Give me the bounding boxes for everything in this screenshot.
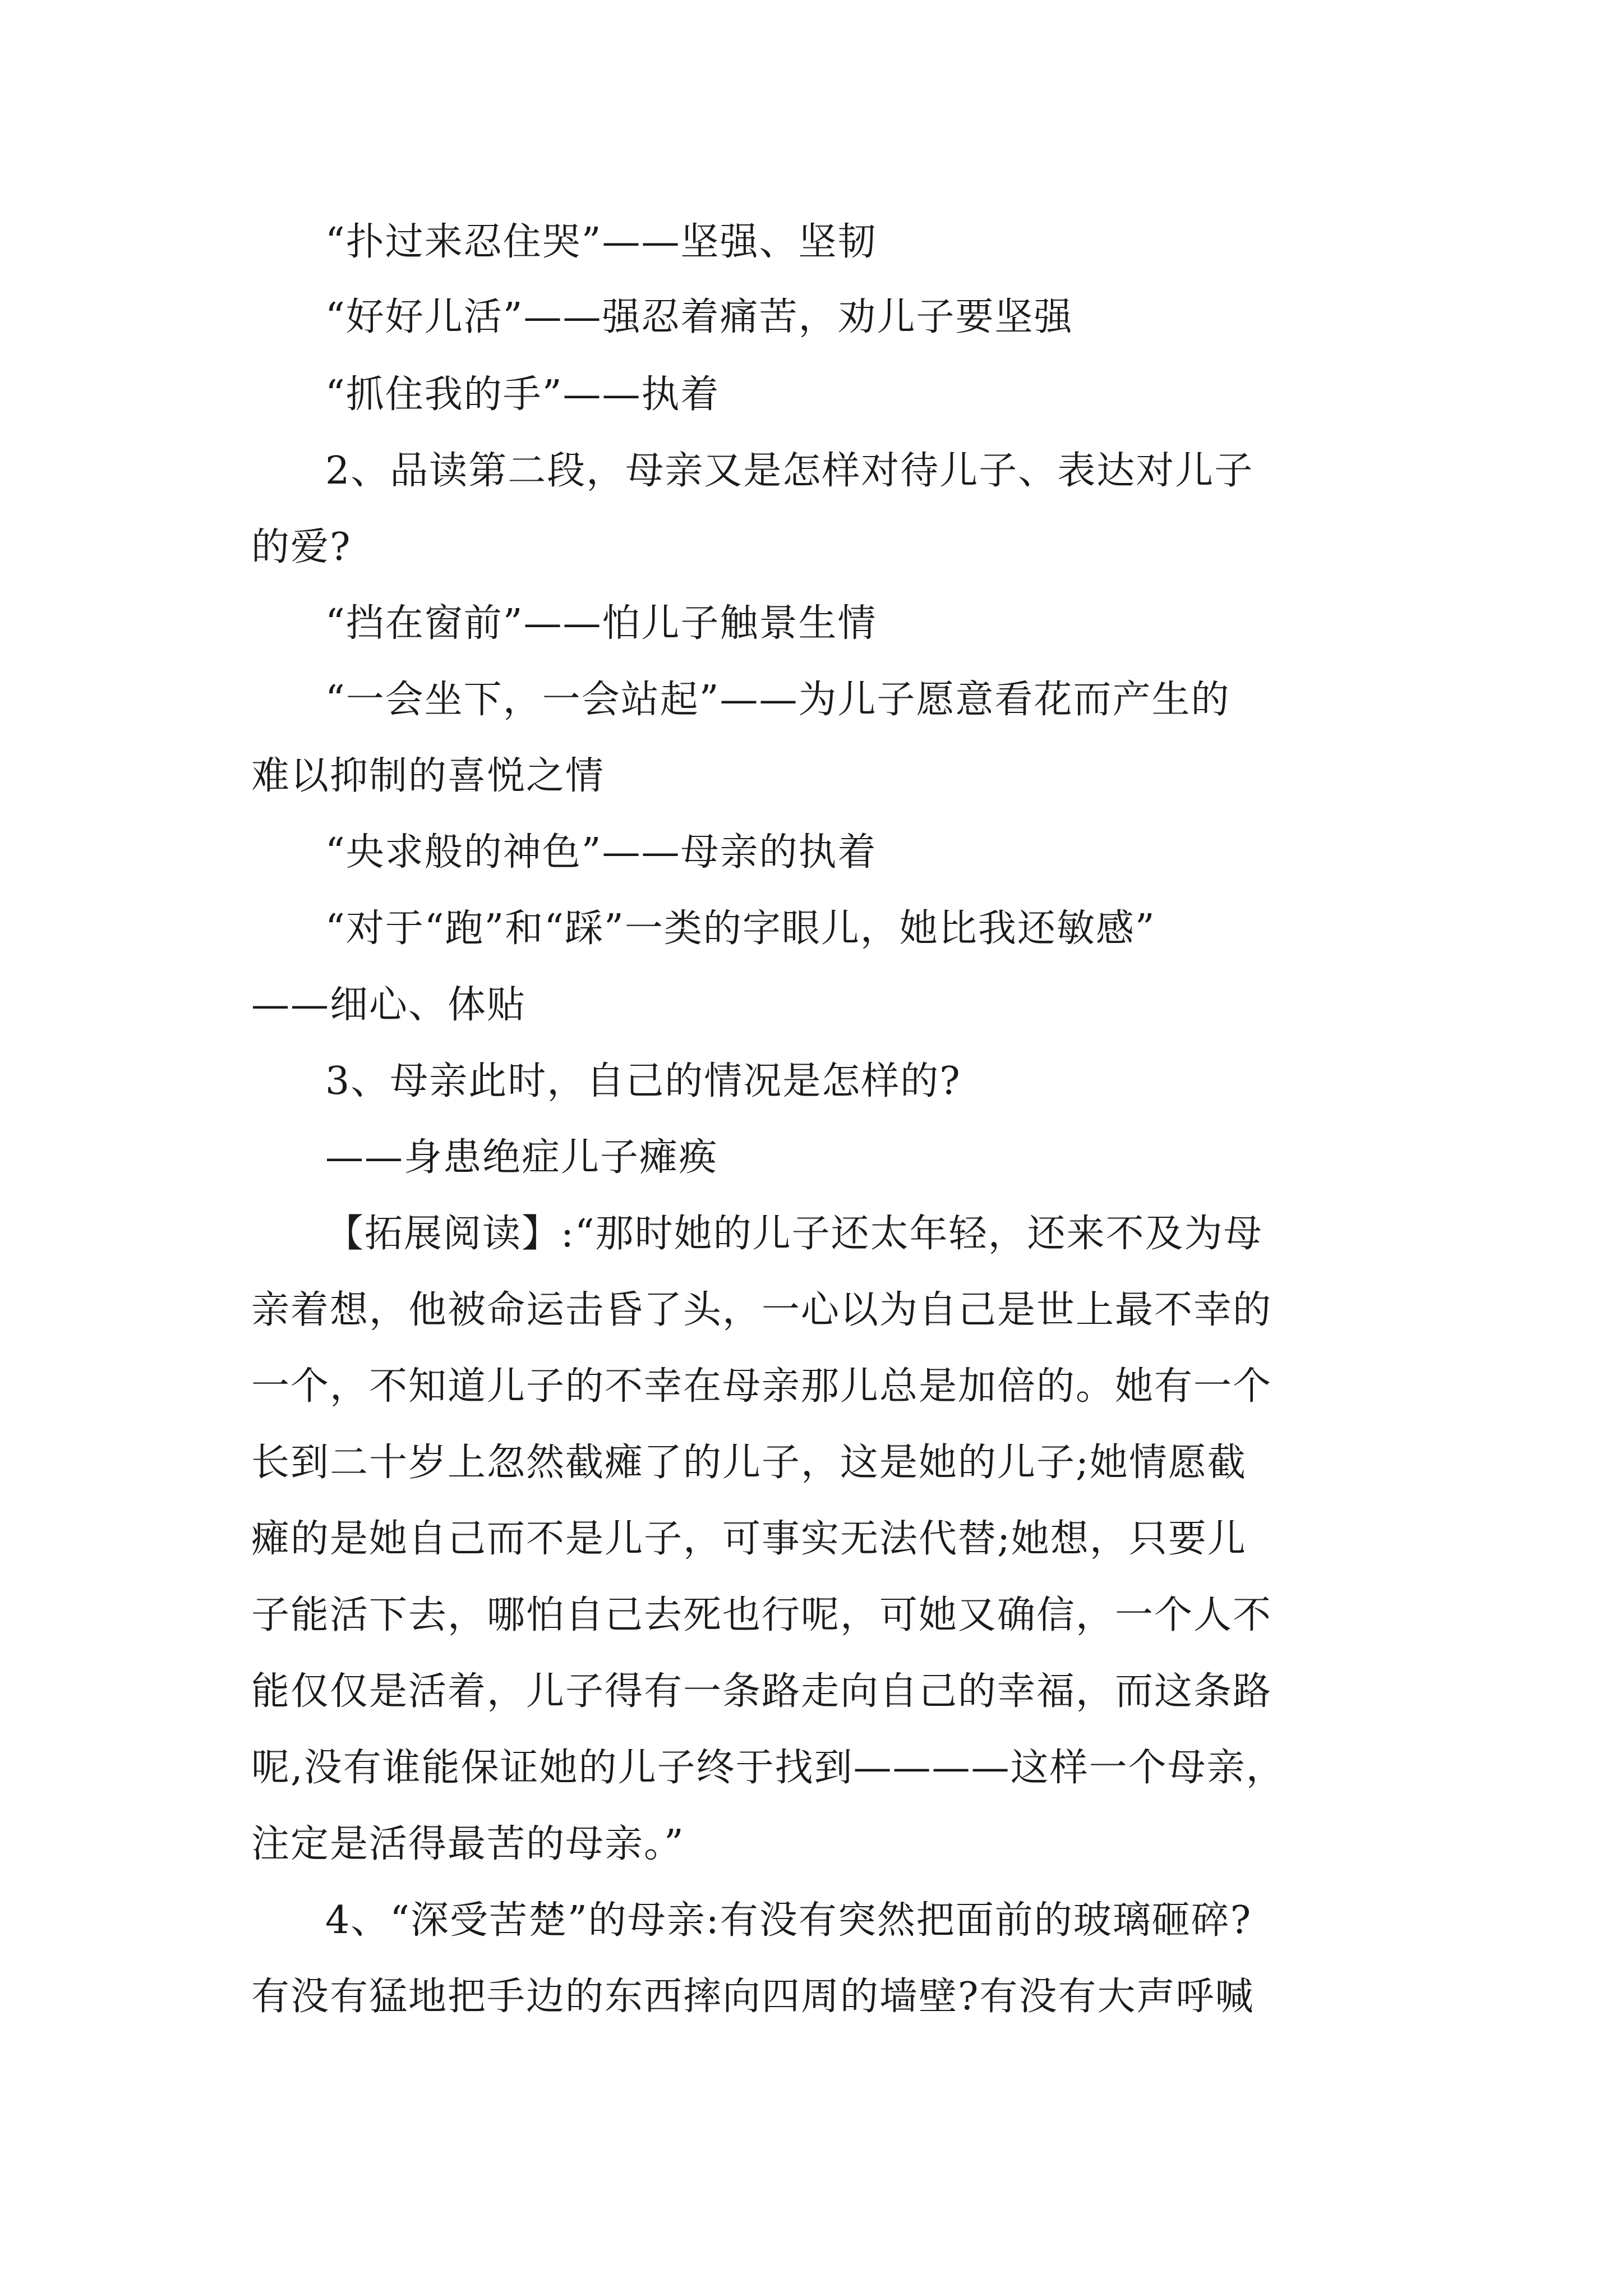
text-line-22: 注定是活得最苦的母亲。” xyxy=(251,1822,685,1866)
text-line-9: “央求般的神色”——母亲的执着 xyxy=(325,830,877,875)
text-line-18: 瘫的是她自己而不是儿子，可事实无法代替;她想，只要儿 xyxy=(251,1517,1247,1561)
text-line-21: 呢,没有谁能保证她的儿子终于找到————这样一个母亲， xyxy=(251,1746,1285,1790)
text-line-12: 3、母亲此时，自己的情况是怎样的? xyxy=(325,1059,961,1103)
text-line-4: 2、品读第二段，母亲又是怎样对待儿子、表达对儿子 xyxy=(325,449,1254,493)
text-line-13: ——身患绝症儿子瘫痪 xyxy=(325,1135,718,1180)
text-line-3: “抓住我的手”——执着 xyxy=(325,372,720,417)
text-line-20: 能仅仅是活着，儿子得有一条路走向自己的幸福，而这条路 xyxy=(251,1669,1272,1714)
text-line-15: 亲着想，他被命运击昏了头，一心以为自己是世上最不幸的 xyxy=(251,1288,1272,1332)
text-line-5: 的爱? xyxy=(251,525,352,569)
text-line-19: 子能活下去，哪怕自己去死也行呢，可她又确信，一个人不 xyxy=(251,1593,1272,1637)
text-line-10: “对于“跑”和“踩”一类的字眼儿，她比我还敏感” xyxy=(325,907,1156,951)
text-line-16: 一个，不知道儿子的不幸在母亲那儿总是加倍的。她有一个 xyxy=(251,1364,1272,1409)
text-line-14: 【拓展阅读】:“那时她的儿子还太年轻，还来不及为母 xyxy=(325,1212,1263,1256)
text-line-11: ——细心、体贴 xyxy=(251,983,527,1027)
text-line-24: 有没有猛地把手边的东西摔向四周的墙壁?有没有大声呼喊 xyxy=(251,1975,1255,2019)
text-line-1: “扑过来忍住哭”——坚强、坚韧 xyxy=(325,220,877,264)
text-line-6: “挡在窗前”——怕儿子触景生情 xyxy=(325,601,877,646)
text-line-23: 4、“深受苦楚”的母亲:有没有突然把面前的玻璃砸碎? xyxy=(325,1898,1252,1943)
text-line-17: 长到二十岁上忽然截瘫了的儿子，这是她的儿子;她情愿截 xyxy=(251,1441,1247,1485)
text-line-7: “一会坐下，一会站起”——为儿子愿意看花而产生的 xyxy=(325,678,1230,722)
text-line-8: 难以抑制的喜悦之情 xyxy=(251,754,605,798)
text-line-2: “好好儿活”——强忍着痛苦，劝儿子要坚强 xyxy=(325,295,1073,339)
